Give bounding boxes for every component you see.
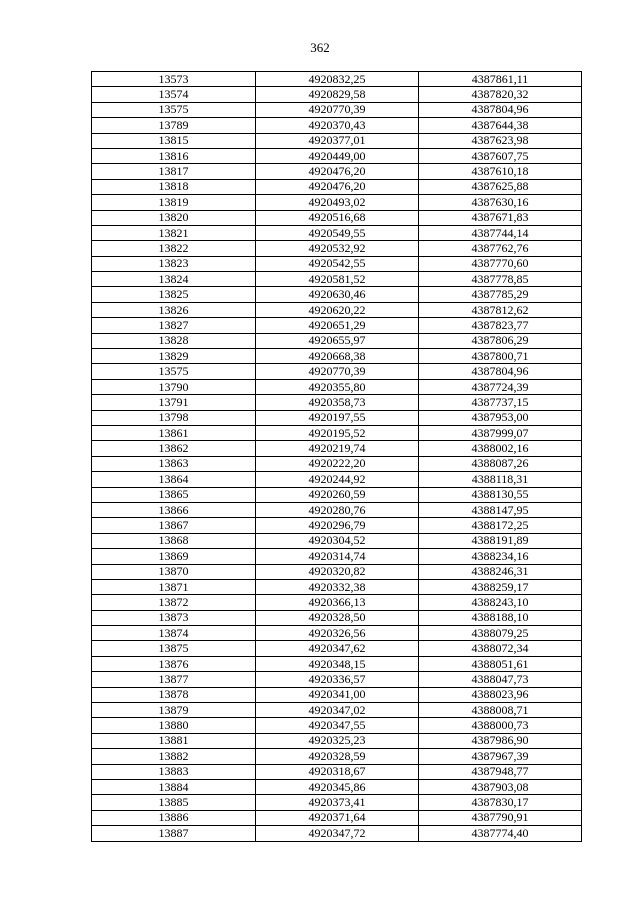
x-coordinate-cell: 4920341,00 — [256, 687, 419, 702]
y-coordinate-cell: 4388008,71 — [419, 703, 582, 718]
x-coordinate-cell: 4920348,15 — [256, 656, 419, 671]
x-coordinate-cell: 4920832,25 — [256, 72, 419, 87]
y-coordinate-cell: 4387967,39 — [419, 749, 582, 764]
point-number-cell: 13869 — [92, 549, 256, 564]
point-number-cell: 13820 — [92, 210, 256, 225]
point-number-cell: 13798 — [92, 410, 256, 425]
table-row — [92, 333, 582, 348]
x-coordinate-cell: 4920829,58 — [256, 87, 419, 102]
table-row — [92, 195, 582, 210]
table-row — [92, 395, 582, 410]
y-coordinate-cell: 4388000,73 — [419, 718, 582, 733]
x-coordinate-cell: 4920355,80 — [256, 379, 419, 394]
y-coordinate-cell: 4388188,10 — [419, 610, 582, 625]
x-coordinate-cell: 4920197,55 — [256, 410, 419, 425]
x-coordinate-cell: 4920377,01 — [256, 133, 419, 148]
point-number-cell: 13871 — [92, 579, 256, 594]
point-number-cell: 13885 — [92, 795, 256, 810]
y-coordinate-cell: 4388243,10 — [419, 595, 582, 610]
table-row — [92, 564, 582, 579]
table-row — [92, 272, 582, 287]
y-coordinate-cell: 4388130,55 — [419, 487, 582, 502]
x-coordinate-cell: 4920345,86 — [256, 779, 419, 794]
y-coordinate-cell: 4387812,62 — [419, 302, 582, 317]
table-row — [92, 579, 582, 594]
point-number-cell: 13878 — [92, 687, 256, 702]
table-row — [92, 148, 582, 163]
table-row — [92, 287, 582, 302]
table-row — [92, 810, 582, 825]
x-coordinate-cell: 4920366,13 — [256, 595, 419, 610]
table-row — [92, 102, 582, 117]
table-row — [92, 687, 582, 702]
y-coordinate-cell: 4388191,89 — [419, 533, 582, 548]
x-coordinate-cell: 4920332,38 — [256, 579, 419, 594]
point-number-cell: 13862 — [92, 441, 256, 456]
x-coordinate-cell: 4920336,57 — [256, 672, 419, 687]
point-number-cell: 13824 — [92, 272, 256, 287]
x-coordinate-cell: 4920347,72 — [256, 826, 419, 841]
x-coordinate-cell: 4920219,74 — [256, 441, 419, 456]
x-coordinate-cell: 4920347,62 — [256, 641, 419, 656]
x-coordinate-cell: 4920371,64 — [256, 810, 419, 825]
x-coordinate-cell: 4920328,50 — [256, 610, 419, 625]
y-coordinate-cell: 4388259,17 — [419, 579, 582, 594]
y-coordinate-cell: 4387806,29 — [419, 333, 582, 348]
point-number-cell: 13866 — [92, 502, 256, 517]
table-row — [92, 795, 582, 810]
point-number-cell: 13790 — [92, 379, 256, 394]
x-coordinate-cell: 4920304,52 — [256, 533, 419, 548]
x-coordinate-cell: 4920373,41 — [256, 795, 419, 810]
x-coordinate-cell: 4920549,55 — [256, 225, 419, 240]
x-coordinate-cell: 4920476,20 — [256, 164, 419, 179]
y-coordinate-cell: 4387820,32 — [419, 87, 582, 102]
point-number-cell: 13827 — [92, 318, 256, 333]
table-row — [92, 518, 582, 533]
y-coordinate-cell: 4387762,76 — [419, 241, 582, 256]
point-number-cell: 13575 — [92, 364, 256, 379]
point-number-cell: 13876 — [92, 656, 256, 671]
x-coordinate-cell: 4920280,76 — [256, 502, 419, 517]
x-coordinate-cell: 4920651,29 — [256, 318, 419, 333]
point-number-cell: 13818 — [92, 179, 256, 194]
y-coordinate-cell: 4387953,00 — [419, 410, 582, 425]
table-row — [92, 718, 582, 733]
table-row — [92, 641, 582, 656]
point-number-cell: 13887 — [92, 826, 256, 841]
x-coordinate-cell: 4920655,97 — [256, 333, 419, 348]
x-coordinate-cell: 4920296,79 — [256, 518, 419, 533]
y-coordinate-cell: 4387804,96 — [419, 102, 582, 117]
x-coordinate-cell: 4920325,23 — [256, 733, 419, 748]
table-row — [92, 703, 582, 718]
table-row — [92, 626, 582, 641]
table-row — [92, 225, 582, 240]
table-row — [92, 349, 582, 364]
x-coordinate-cell: 4920320,82 — [256, 564, 419, 579]
table-row — [92, 256, 582, 271]
table-row — [92, 302, 582, 317]
table-row — [92, 179, 582, 194]
y-coordinate-cell: 4388234,16 — [419, 549, 582, 564]
point-number-cell: 13874 — [92, 626, 256, 641]
y-coordinate-cell: 4387948,77 — [419, 764, 582, 779]
x-coordinate-cell: 4920620,22 — [256, 302, 419, 317]
y-coordinate-cell: 4388072,34 — [419, 641, 582, 656]
point-number-cell: 13877 — [92, 672, 256, 687]
x-coordinate-cell: 4920581,52 — [256, 272, 419, 287]
y-coordinate-cell: 4387774,40 — [419, 826, 582, 841]
point-number-cell: 13861 — [92, 425, 256, 440]
table-row — [92, 595, 582, 610]
y-coordinate-cell: 4387671,83 — [419, 210, 582, 225]
x-coordinate-cell: 4920326,56 — [256, 626, 419, 641]
page-number: 362 — [310, 40, 330, 55]
table-row — [92, 318, 582, 333]
table-row — [92, 826, 582, 841]
x-coordinate-cell: 4920222,20 — [256, 456, 419, 471]
y-coordinate-cell: 4387610,18 — [419, 164, 582, 179]
y-coordinate-cell: 4387770,60 — [419, 256, 582, 271]
point-number-cell: 13872 — [92, 595, 256, 610]
table-row — [92, 456, 582, 471]
y-coordinate-cell: 4388051,61 — [419, 656, 582, 671]
coordinates-table — [91, 71, 582, 842]
x-coordinate-cell: 4920476,20 — [256, 179, 419, 194]
x-coordinate-cell: 4920668,38 — [256, 349, 419, 364]
table-row — [92, 379, 582, 394]
x-coordinate-cell: 4920630,46 — [256, 287, 419, 302]
point-number-cell: 13868 — [92, 533, 256, 548]
y-coordinate-cell: 4387823,77 — [419, 318, 582, 333]
table-row — [92, 472, 582, 487]
y-coordinate-cell: 4388002,16 — [419, 441, 582, 456]
point-number-cell: 13574 — [92, 87, 256, 102]
point-number-cell: 13817 — [92, 164, 256, 179]
table-row — [92, 210, 582, 225]
point-number-cell: 13870 — [92, 564, 256, 579]
y-coordinate-cell: 4387830,17 — [419, 795, 582, 810]
table-row — [92, 764, 582, 779]
point-number-cell: 13884 — [92, 779, 256, 794]
point-number-cell: 13873 — [92, 610, 256, 625]
x-coordinate-cell: 4920770,39 — [256, 364, 419, 379]
y-coordinate-cell: 4387744,14 — [419, 225, 582, 240]
point-number-cell: 13879 — [92, 703, 256, 718]
y-coordinate-cell: 4387986,90 — [419, 733, 582, 748]
coordinates-table-body — [92, 72, 582, 842]
x-coordinate-cell: 4920314,74 — [256, 549, 419, 564]
point-number-cell: 13829 — [92, 349, 256, 364]
point-number-cell: 13821 — [92, 225, 256, 240]
y-coordinate-cell: 4387623,98 — [419, 133, 582, 148]
table-row — [92, 133, 582, 148]
y-coordinate-cell: 4387737,15 — [419, 395, 582, 410]
table-row — [92, 733, 582, 748]
table-row — [92, 164, 582, 179]
point-number-cell: 13881 — [92, 733, 256, 748]
point-number-cell: 13865 — [92, 487, 256, 502]
y-coordinate-cell: 4387903,08 — [419, 779, 582, 794]
table-row — [92, 441, 582, 456]
x-coordinate-cell: 4920328,59 — [256, 749, 419, 764]
x-coordinate-cell: 4920358,73 — [256, 395, 419, 410]
point-number-cell: 13822 — [92, 241, 256, 256]
point-number-cell: 13816 — [92, 148, 256, 163]
y-coordinate-cell: 4388118,31 — [419, 472, 582, 487]
y-coordinate-cell: 4388079,25 — [419, 626, 582, 641]
point-number-cell: 13575 — [92, 102, 256, 117]
point-number-cell: 13864 — [92, 472, 256, 487]
table-row — [92, 533, 582, 548]
table-row — [92, 779, 582, 794]
y-coordinate-cell: 4388172,25 — [419, 518, 582, 533]
x-coordinate-cell: 4920370,43 — [256, 118, 419, 133]
y-coordinate-cell: 4387861,11 — [419, 72, 582, 87]
point-number-cell: 13815 — [92, 133, 256, 148]
table-row — [92, 549, 582, 564]
y-coordinate-cell: 4387625,88 — [419, 179, 582, 194]
table-row — [92, 410, 582, 425]
y-coordinate-cell: 4387644,38 — [419, 118, 582, 133]
y-coordinate-cell: 4387630,16 — [419, 195, 582, 210]
x-coordinate-cell: 4920493,02 — [256, 195, 419, 210]
point-number-cell: 13825 — [92, 287, 256, 302]
table-row — [92, 487, 582, 502]
x-coordinate-cell: 4920260,59 — [256, 487, 419, 502]
table-row — [92, 425, 582, 440]
point-number-cell: 13826 — [92, 302, 256, 317]
y-coordinate-cell: 4388023,96 — [419, 687, 582, 702]
table-row — [92, 118, 582, 133]
y-coordinate-cell: 4387790,91 — [419, 810, 582, 825]
table-row — [92, 87, 582, 102]
x-coordinate-cell: 4920347,02 — [256, 703, 419, 718]
table-row — [92, 241, 582, 256]
table-row — [92, 656, 582, 671]
y-coordinate-cell: 4388047,73 — [419, 672, 582, 687]
point-number-cell: 13573 — [92, 72, 256, 87]
table-row — [92, 610, 582, 625]
point-number-cell: 13867 — [92, 518, 256, 533]
x-coordinate-cell: 4920318,67 — [256, 764, 419, 779]
table-row — [92, 749, 582, 764]
point-number-cell: 13886 — [92, 810, 256, 825]
y-coordinate-cell: 4388246,31 — [419, 564, 582, 579]
point-number-cell: 13883 — [92, 764, 256, 779]
x-coordinate-cell: 4920770,39 — [256, 102, 419, 117]
x-coordinate-cell: 4920516,68 — [256, 210, 419, 225]
point-number-cell: 13875 — [92, 641, 256, 656]
point-number-cell: 13791 — [92, 395, 256, 410]
point-number-cell: 13880 — [92, 718, 256, 733]
x-coordinate-cell: 4920532,92 — [256, 241, 419, 256]
x-coordinate-cell: 4920244,92 — [256, 472, 419, 487]
table-row — [92, 364, 582, 379]
x-coordinate-cell: 4920347,55 — [256, 718, 419, 733]
table-row — [92, 672, 582, 687]
table-row — [92, 502, 582, 517]
point-number-cell: 13882 — [92, 749, 256, 764]
y-coordinate-cell: 4387785,29 — [419, 287, 582, 302]
y-coordinate-cell: 4387607,75 — [419, 148, 582, 163]
x-coordinate-cell: 4920542,55 — [256, 256, 419, 271]
y-coordinate-cell: 4387800,71 — [419, 349, 582, 364]
x-coordinate-cell: 4920449,00 — [256, 148, 419, 163]
y-coordinate-cell: 4388147,95 — [419, 502, 582, 517]
table-row — [92, 72, 582, 87]
y-coordinate-cell: 4387778,85 — [419, 272, 582, 287]
x-coordinate-cell: 4920195,52 — [256, 425, 419, 440]
y-coordinate-cell: 4388087,26 — [419, 456, 582, 471]
point-number-cell: 13828 — [92, 333, 256, 348]
point-number-cell: 13819 — [92, 195, 256, 210]
y-coordinate-cell: 4387804,96 — [419, 364, 582, 379]
y-coordinate-cell: 4387999,07 — [419, 425, 582, 440]
point-number-cell: 13863 — [92, 456, 256, 471]
point-number-cell: 13823 — [92, 256, 256, 271]
y-coordinate-cell: 4387724,39 — [419, 379, 582, 394]
point-number-cell: 13789 — [92, 118, 256, 133]
